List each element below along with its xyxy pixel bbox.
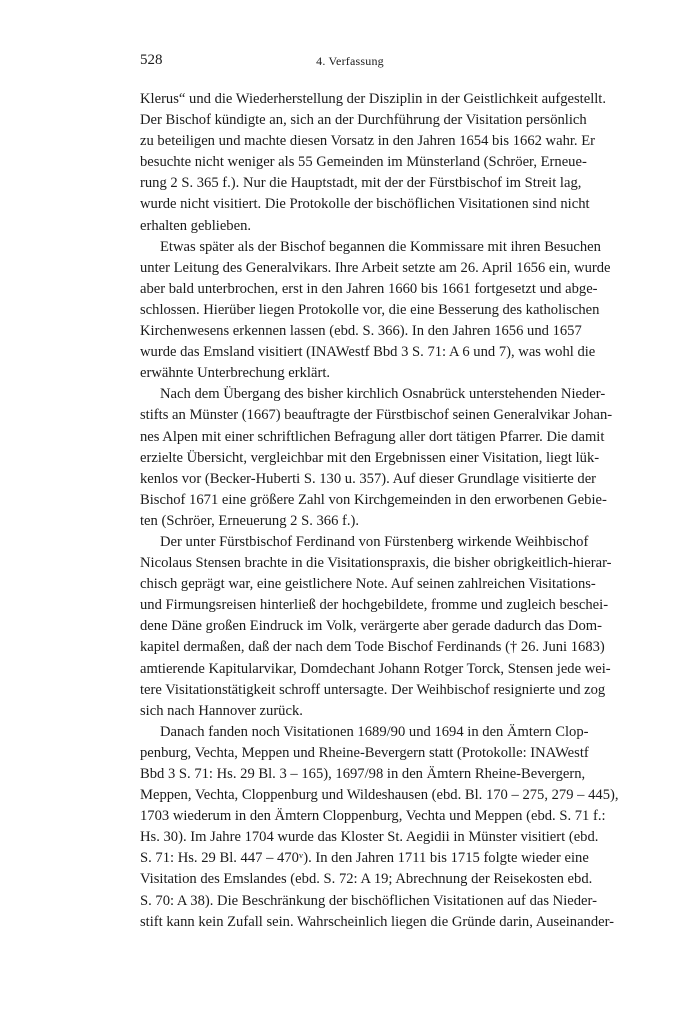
text-line: Hs. 30). Im Jahre 1704 wurde das Kloster St. Aegidii in Münster visitiert (ebd.: [140, 829, 599, 846]
text-line: zu beteiligen und machte diesen Vorsatz in den Jahren 1654 bis 1662 wahr. Er: [140, 133, 595, 150]
text-line: dene Däne großen Eindruck im Volk, verärgerte aber gerade dadurch das Dom-: [140, 618, 602, 635]
text-line: Danach fanden noch Visitationen 1689/90 und 1694 in den Ämtern Clop-: [160, 723, 589, 740]
text-line: wurde das Emsland visitiert (INAWestf Bbd 3 S. 71: A 6 und 7), was wohl die: [140, 344, 596, 361]
text-line: kenlos vor (Becker-Huberti S. 130 u. 357). Auf dieser Grundlage visitierte der: [140, 470, 597, 487]
text-line: penburg, Vechta, Meppen und Rheine-Bevergern statt (Protokolle: INAWestf: [140, 744, 589, 761]
text-line: unter Leitung des Generalvikars. Ihre Arbeit setzte am 26. April 1656 ein, wurde: [140, 259, 611, 276]
text-line: Der unter Fürstbischof Ferdinand von Fürstenberg wirkende Weihbischof: [160, 533, 589, 550]
text-line: erhalten geblieben.: [140, 217, 252, 234]
text-line: wurde nicht visitiert. Die Protokolle der bischöflichen Visitationen sind nicht: [140, 196, 590, 213]
text-line: kapitel dermaßen, daß der nach dem Tode Bischof Ferdinands († 26. Juni 1683): [140, 639, 605, 656]
text-line: Bischof 1671 eine größere Zahl von Kirchgemeinden in den erworbenen Gebie-: [140, 491, 607, 508]
text-line: Klerus“ und die Wiederherstellung der Disziplin in der Geistlichkeit aufgestellt.: [140, 91, 607, 107]
text-line: Etwas später als der Bischof begannen die Kommissare mit ihren Besuchen: [160, 238, 601, 255]
page-header: [140, 52, 560, 72]
text-line: S. 71: Hs. 29 Bl. 447 – 470ᵛ). In den Jahren 1711 bis 1715 folgte wieder eine: [140, 850, 589, 867]
text-line: ten (Schröer, Erneuerung 2 S. 366 f.).: [140, 512, 360, 529]
running-head: 4. Verfassung: [316, 54, 384, 68]
text-line: amtierende Kapitularvikar, Domdechant Johann Rotger Torck, Stensen jede wei-: [140, 660, 611, 677]
text-line: Visitation des Emslandes (ebd. S. 72: A 19; Abrechnung der Reisekosten ebd.: [140, 871, 593, 888]
text-line: besuchte nicht weniger als 55 Gemeinden im Münsterland (Schröer, Erneue-: [140, 154, 587, 171]
body-text: [140, 89, 619, 933]
paragraph: [140, 722, 619, 933]
text-line: stift kann kein Zufall sein. Wahrscheinlich liegen die Gründe darin, Auseinander-: [140, 913, 615, 930]
text-line: nes Alpen mit einer schriftlichen Befragung aller dort tätigen Pfarrer. Die damit: [140, 428, 605, 445]
text-line: rung 2 S. 365 f.). Nur die Hauptstadt, mit der der Fürstbischof im Streit lag,: [140, 175, 582, 192]
page-number: 528: [140, 52, 163, 68]
text-line: S. 70: A 38). Die Beschränkung der bischöflichen Visitationen auf das Nieder-: [140, 892, 597, 909]
text-line: chisch geprägt war, eine geistlichere Note. Auf seinen zahlreichen Visitations-: [140, 576, 596, 593]
text-line: Der Bischof kündigte an, sich an der Durchführung der Visitation persönlich: [140, 112, 587, 129]
paragraph: [140, 237, 611, 385]
text-line: schlossen. Hierüber liegen Protokolle vor, die eine Besserung des katholischen: [140, 301, 600, 318]
text-line: Meppen, Vechta, Cloppenburg und Wildeshausen (ebd. Bl. 170 – 275, 279 – 445),: [140, 787, 619, 804]
text-line: erzielte Übersicht, vergleichbar mit den Ergebnissen einer Visitation, liegt lük-: [140, 449, 600, 466]
text-line: Nicolaus Stensen brachte in die Visitationspraxis, die bisher obrigkeitlich-hierar-: [140, 555, 612, 572]
paragraph: [140, 89, 607, 237]
text-line: aber bald unterbrochen, erst in den Jahren 1660 bis 1661 fortgesetzt und abge-: [140, 280, 598, 297]
text-line: tere Visitationstätigkeit schroff untersagte. Der Weihbischof resignierte und zog: [140, 681, 606, 698]
text-line: Kirchenwesens erkennen lassen (ebd. S. 366). In den Jahren 1656 und 1657: [140, 323, 582, 340]
text-line: erwähnte Unterbrechung erklärt.: [140, 365, 331, 382]
text-line: und Firmungsreisen hinterließ der hochgebildete, fromme und zugleich beschei-: [140, 597, 609, 614]
paragraph: [140, 532, 612, 722]
text-line: Nach dem Übergang des bisher kirchlich Osnabrück unterstehenden Nieder-: [160, 386, 606, 403]
paragraph: [140, 384, 613, 532]
text-line: Bbd 3 S. 71: Hs. 29 Bl. 3 – 165), 1697/98 in den Ämtern Rheine-Bevergern,: [140, 766, 586, 782]
text-line: sich nach Hannover zurück.: [140, 702, 303, 719]
text-line: stifts an Münster (1667) beauftragte der Fürstbischof seinen Generalvikar Johan-: [140, 407, 613, 424]
text-line: 1703 wiederum in den Ämtern Cloppenburg, Vechta und Meppen (ebd. S. 71 f.:: [140, 808, 606, 825]
